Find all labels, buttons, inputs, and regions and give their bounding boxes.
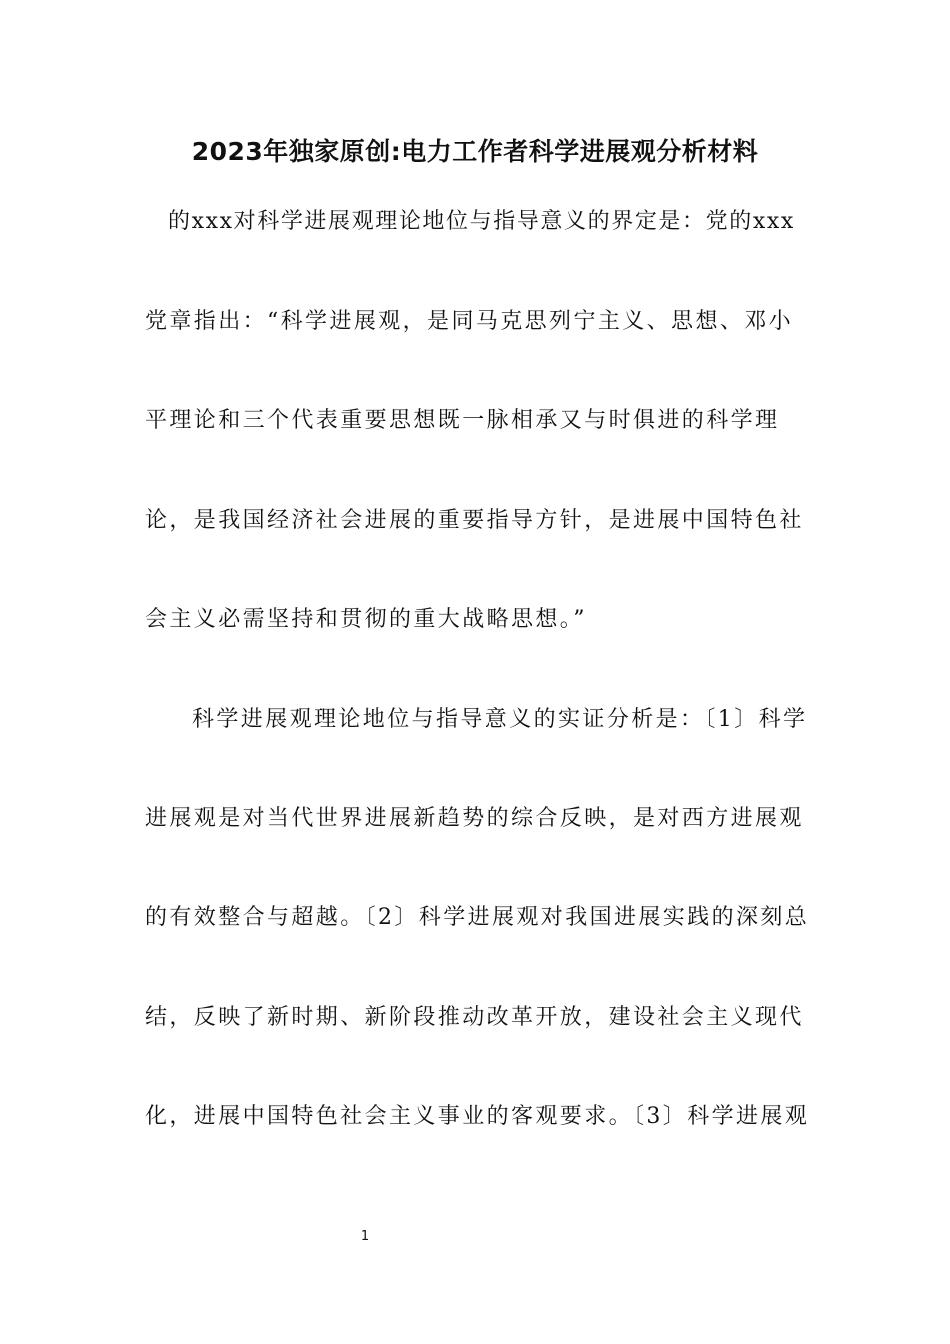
text-line: 会主义必需坚持和贯彻的重大战略思想。” [145, 607, 587, 632]
text-line: 的xxx对科学进展观理论地位与指导意义的界定是：党的xxx [168, 209, 795, 234]
text-line: 的有效整合与超越。〔2〕科学进展观对我国进展实践的深刻总 [145, 905, 810, 930]
document-title: 2023年独家原创:电力工作者科学进展观分析材料 [191, 137, 759, 166]
text-line: 结，反映了新时期、新阶段推动改革开放，建设社会主义现代 [145, 1005, 804, 1030]
text-line: 论，是我国经济社会进展的重要指导方针，是进展中国特色社 [145, 508, 804, 533]
text-line: 平理论和三个代表重要思想既一脉相承又与时俱进的科学理 [145, 408, 780, 433]
text-line: 党章指出：“科学进展观，是同马克思列宁主义、思想、邓小 [145, 309, 794, 334]
page-number: 1 [360, 1229, 370, 1244]
text-line: 科学进展观理论地位与指导意义的实证分析是：〔1〕科学 [192, 707, 808, 732]
text-line: 化，进展中国特色社会主义事业的客观要求。〔3〕科学进展观 [145, 1104, 810, 1129]
text-line: 进展观是对当代世界进展新趋势的综合反映，是对西方进展观 [145, 806, 804, 831]
